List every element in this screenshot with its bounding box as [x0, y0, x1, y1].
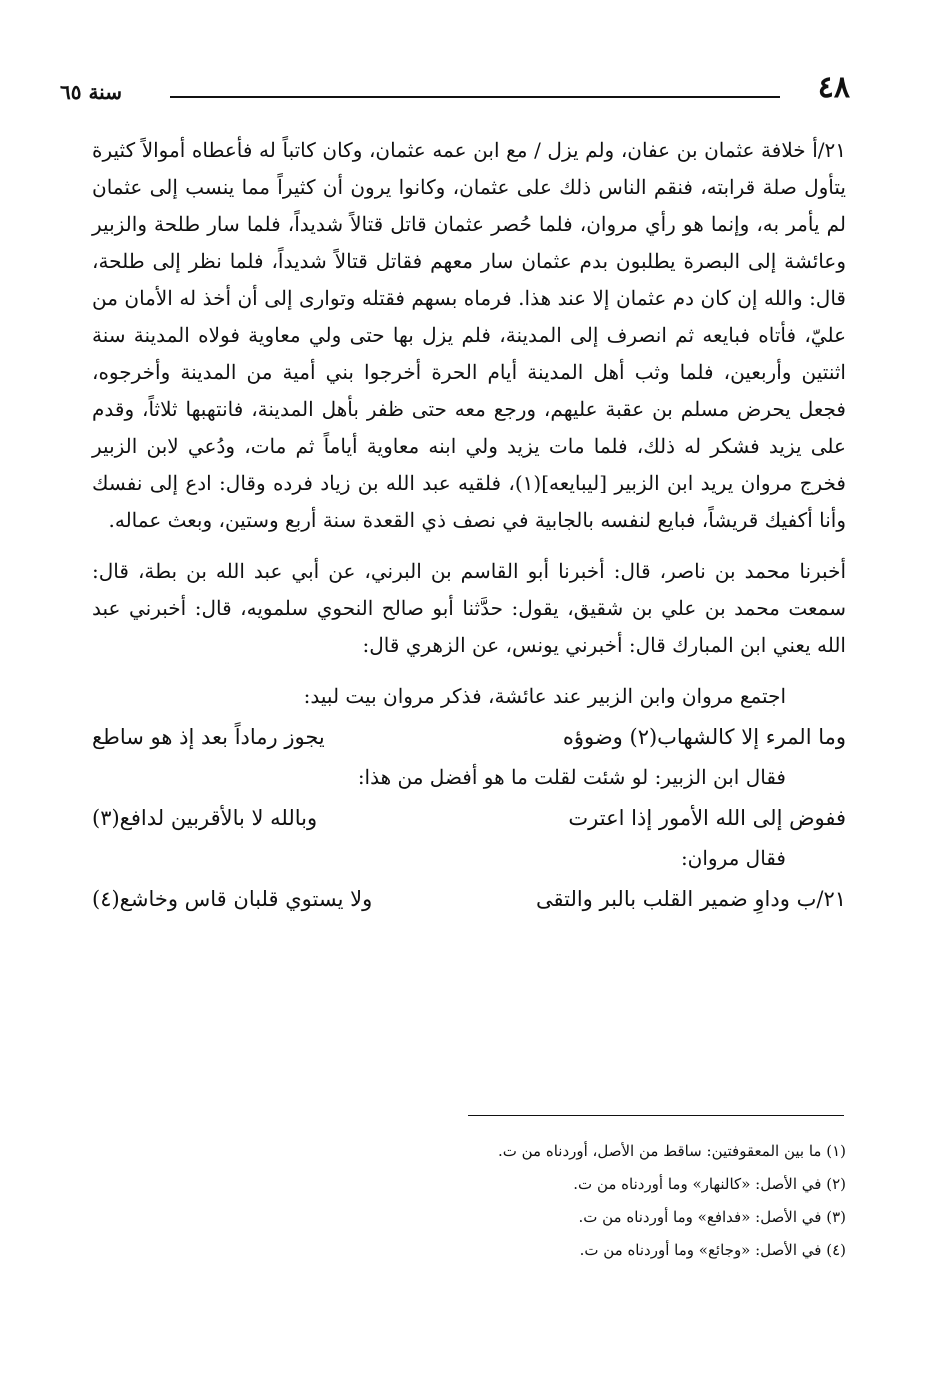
paragraph-text: خلافة عثمان بن عفان، ولم يزل / مع ابن عمه عثمان، وكان كاتباً له فأعطاه أموالاً كثيرة يتأول صلة قرابته، فنقم الناس ذلك على عثمان، وكانوا يرون أن كثيراً مما ينسب إلى عثمان لم يأمر به، وإنما هو رأي مروان، فلما حُصر عثمان قاتل قتالاً شديداً، فلما سار طلحة والزبير وعائشة إلى البصرة يطلبون بدم عثمان سار معهم فقاتل قتالاً شديداً، فلما نظر إلى طلحة، قال: والله إن كان دم عثمان إلا عند هذا. فرماه بسهم فقتله وتوارى إلى أن أخذ له الأمان من عليّ، فأتاه فبايعه ثم انصرف إلى المدينة، فلم يزل بها حتى ولي معاوية فولاه المدينة سنة اثنتين وأربعين، فلما وثب أهل المدينة أيام الحرة أخرجوا بني أمية من المدينة وأخرجوه، فجعل يحرض مسلم بن عقبة عليهم، ورجع معه حتى ظفر بأهل المدينة، فانتهبها ثلاثاً، وقدم على يزيد فشكر له ذلك، فلما مات يزيد ولي ابنه معاوية أياماً ثم مات، ودُعي لابن الزبير فخرج مروان يريد ابن الزبير [ليبايعه](١)، فلقيه عبد الله بن زياد فرده وقال: ادع إلى نفسك وأنا أكفيك قريشاً، فبايع لنفسه بالجابية في نصف ذي القعدة سنة أربع وستين، وبعث عماله.: [92, 138, 846, 532]
footnote: (٤) في الأصل: «وجائع» وما أوردناه من ت.: [579, 1241, 846, 1259]
footnote: (٣) في الأصل: «فدافع» وما أوردناه من ت.: [578, 1208, 846, 1226]
folio-ref: ٢١/ب: [796, 887, 846, 911]
verse-line: [92, 877, 846, 921]
paragraph: [92, 132, 846, 539]
verse-line: [92, 796, 846, 840]
verse-line: [92, 715, 846, 759]
running-title: سنة ٦٥: [60, 80, 122, 104]
verse-hemistich: وما المرء إلا كالشهاب(٢) وضوؤه: [562, 725, 846, 749]
verse-hemistich: ففوض إلى الله الأمور إذا اعترت: [568, 806, 846, 830]
verse-intro: فقال مروان:: [680, 846, 786, 870]
main-text: [92, 132, 846, 921]
page-number: ٤٨: [817, 70, 850, 105]
folio-ref: ٢١/أ: [812, 138, 846, 162]
header-rule: [170, 96, 780, 98]
verse-hemistich: ولا يستوي قلبان قاس وخاشع(٤): [92, 887, 373, 911]
paragraph: أخبرنا محمد بن ناصر، قال: أخبرنا أبو القاسم بن البرني، عن أبي عبد الله بن بطة، قال: سمعت محمد بن علي بن شقيق، يقول: حدَّثنا أبو صالح النحوي سلمويه، قال: أخبرني عبد الله يعني ابن المبارك قال: أخبرني يونس، عن الزهري قال:: [92, 559, 846, 657]
verse-intro: فقال ابن الزبير: لو شئت لقلت ما هو أفضل من هذا:: [357, 765, 786, 789]
verse-hemistich: وبالله لا بالأقربين لدافع(٣): [92, 806, 318, 830]
page-header: [60, 70, 850, 120]
verse-hemistich: يجوز رماداً بعد إذ هو ساطع: [92, 725, 325, 749]
verse-intro: اجتمع مروان وابن الزبير عند عائشة، فذكر مروان بيت لبيد:: [303, 684, 786, 708]
verse-hemistich: ٢١/ب وداوِ ضمير القلب بالبر والتقى: [535, 887, 846, 911]
footnote: (٢) في الأصل: «كالنهار» وما أوردناه من ت.: [573, 1175, 846, 1193]
footnotes: [400, 1135, 846, 1267]
footnote: (١) ما بين المعقوفتين: ساقط من الأصل، أوردناه من ت.: [497, 1142, 846, 1160]
footnote-rule: [468, 1115, 844, 1116]
